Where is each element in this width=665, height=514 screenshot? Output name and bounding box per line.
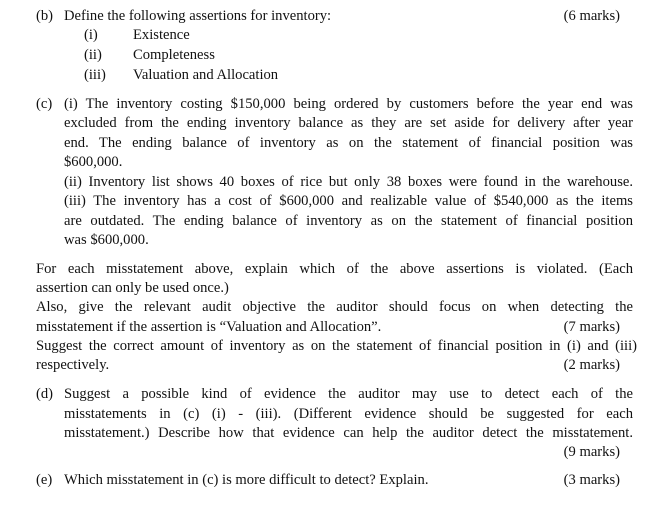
part-d-label: (d)	[36, 386, 54, 402]
part-e-question: Which misstatement in (c) is more difficult to detect? Explain.	[64, 472, 429, 488]
part-c-line: $600,000.	[64, 154, 123, 170]
part-c-line: end. The ending balance of inventory as on the statement of financial position was	[64, 135, 633, 151]
part-c-line: (i) The inventory costing $150,000 being ordered by customers before the year end was	[64, 96, 633, 112]
part-e-marks: (3 marks)	[563, 472, 620, 488]
part-c-instruction: misstatement if the assertion is “Valuation and Allocation”.	[36, 319, 382, 335]
part-b-item-text: Completeness	[133, 47, 215, 63]
part-c-label: (c)	[36, 96, 53, 112]
part-d-marks: (9 marks)	[563, 444, 620, 460]
part-d-line: misstatements in (c) (i) - (iii). (Different evidence should be suggested for each	[64, 406, 633, 422]
part-e-label: (e)	[36, 472, 53, 488]
part-c-line: was $600,000.	[64, 232, 149, 248]
part-b-item-text: Existence	[133, 27, 190, 43]
part-d-line: misstatement.) Describe how that evidence can help the auditor detect the misstatement.	[64, 425, 633, 441]
part-b-question: Define the following assertions for inventory:	[64, 8, 332, 24]
part-b-item-num: (iii)	[84, 67, 106, 83]
part-c-marks: (7 marks)	[563, 319, 620, 335]
part-b-label: (b)	[36, 8, 54, 24]
part-c-instruction: respectively.	[36, 357, 110, 373]
part-c-line: excluded from the ending inventory balance as they are set aside for delivery after year	[64, 115, 633, 131]
part-c-instruction: Suggest the correct amount of inventory as on the statement of financial position in (i) and (iii)	[36, 338, 637, 354]
part-b-marks: (6 marks)	[563, 8, 620, 24]
part-b-item-num: (ii)	[84, 47, 102, 63]
part-c-marks: (2 marks)	[563, 357, 620, 373]
part-c-instruction: Also, give the relevant audit objective the auditor should focus on when detecting the	[36, 299, 633, 315]
part-c-instruction: For each misstatement above, explain which of the above assertions is violated. (Each	[36, 261, 633, 277]
part-d-line: Suggest a possible kind of evidence the auditor may use to detect each of the	[64, 386, 633, 402]
part-c-line: are outdated. The ending balance of inventory as on the statement of financial position	[64, 213, 633, 229]
part-b-item-num: (i)	[84, 27, 98, 43]
part-c-instruction: assertion can only be used once.)	[36, 280, 229, 296]
part-b-item-text: Valuation and Allocation	[133, 67, 279, 83]
part-c-line: (iii) The inventory has a cost of $600,000 and realizable value of $540,000 as the items	[64, 193, 633, 209]
part-c-line: (ii) Inventory list shows 40 boxes of rice but only 38 boxes were found in the warehouse.	[64, 174, 633, 190]
